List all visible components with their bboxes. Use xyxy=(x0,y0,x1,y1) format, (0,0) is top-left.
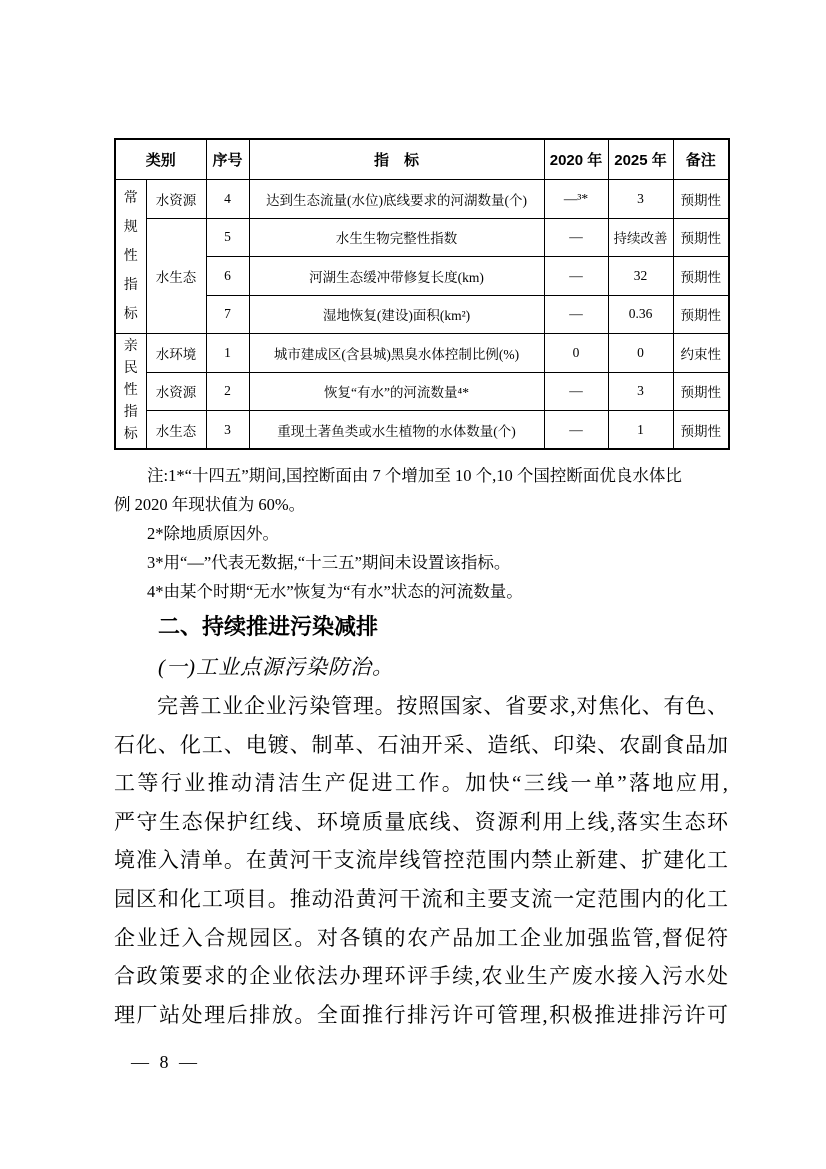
cell-year2025: 0.36 xyxy=(608,295,673,334)
cell-serial: 2 xyxy=(206,372,249,411)
body-paragraph xyxy=(114,687,728,1034)
indicator-table xyxy=(114,138,730,450)
cell-indicator: 城市建成区(含县城)黑臭水体控制比例(%) xyxy=(249,334,544,373)
cell-category: 水资源 xyxy=(146,372,206,411)
section-subheading: (一)工业点源污染防治。 xyxy=(158,655,394,679)
table-row xyxy=(115,257,729,296)
table-row xyxy=(115,180,729,219)
cell-remark: 预期性 xyxy=(673,180,729,219)
cell-serial: 5 xyxy=(206,218,249,257)
cell-year2025: 32 xyxy=(608,257,673,296)
cell-serial: 4 xyxy=(206,180,249,219)
paragraph-line: 石化、化工、电镀、制革、石油开采、造纸、印染、农副食品加 xyxy=(114,732,728,757)
cell-serial: 6 xyxy=(206,257,249,296)
cell-remark: 预期性 xyxy=(673,295,729,334)
cell-indicator: 重现土著鱼类或水生植物的水体数量(个) xyxy=(249,411,544,450)
header-serial: 序号 xyxy=(206,139,249,180)
footnote-line: 例 2020 年现状值为 60%。 xyxy=(114,495,306,514)
paragraph-line: 严守生态保护红线、环境质量底线、资源利用上线,落实生态环 xyxy=(114,809,728,834)
cell-year2020: — xyxy=(544,372,608,411)
table-header-row xyxy=(115,139,729,180)
table-row xyxy=(115,218,729,257)
cell-remark: 预期性 xyxy=(673,411,729,450)
table-footnotes xyxy=(114,461,730,606)
cell-remark: 预期性 xyxy=(673,257,729,296)
cell-remark: 预期性 xyxy=(673,218,729,257)
paragraph-line: 理厂站处理后排放。全面推行排污许可管理,积极推进排污许可 xyxy=(114,1002,728,1027)
table-row xyxy=(115,372,729,411)
cell-indicator: 河湖生态缓冲带修复长度(km) xyxy=(249,257,544,296)
cell-remark: 约束性 xyxy=(673,334,729,373)
cell-year2020: 0 xyxy=(544,334,608,373)
paragraph-line: 完善工业企业污染管理。按照国家、省要求,对焦化、有色、 xyxy=(157,694,728,718)
footnote-line: 2*除地质原因外。 xyxy=(147,524,279,543)
cell-remark: 预期性 xyxy=(673,372,729,411)
indicator-table-block xyxy=(114,138,730,450)
table-row xyxy=(115,411,729,450)
group-label: 常规性指标 xyxy=(123,191,138,322)
header-year2025: 2025 年 xyxy=(608,139,673,180)
cell-group xyxy=(115,334,146,450)
cell-category: 水生态 xyxy=(146,411,206,450)
header-indicator: 指 标 xyxy=(249,139,544,180)
table-row xyxy=(115,295,729,334)
footnote-line: 4*由某个时期“无水”恢复为“有水”状态的河流数量。 xyxy=(147,582,523,601)
page-number: — 8 — xyxy=(131,1052,200,1072)
cell-serial: 3 xyxy=(206,411,249,450)
cell-indicator: 达到生态流量(水位)底线要求的河湖数量(个) xyxy=(249,180,544,219)
cell-year2020: — xyxy=(544,295,608,334)
header-year2020: 2020 年 xyxy=(544,139,608,180)
cell-indicator: 恢复“有水”的河流数量⁴* xyxy=(249,372,544,411)
cell-category: 水环境 xyxy=(146,334,206,373)
cell-group xyxy=(115,180,146,334)
cell-indicator: 水生生物完整性指数 xyxy=(249,218,544,257)
group-label: 亲民性指标 xyxy=(123,339,138,442)
cell-year2020: —³* xyxy=(544,180,608,219)
cell-indicator: 湿地恢复(建设)面积(km²) xyxy=(249,295,544,334)
cell-year2025: 1 xyxy=(608,411,673,450)
paragraph-line: 园区和化工项目。推动沿黄河干流和主要支流一定范围内的化工 xyxy=(114,886,728,911)
cell-serial: 7 xyxy=(206,295,249,334)
paragraph-line: 境准入清单。在黄河干支流岸线管控范围内禁止新建、扩建化工 xyxy=(114,848,728,873)
cell-year2025: 3 xyxy=(608,180,673,219)
table-row xyxy=(115,334,729,373)
cell-year2020: — xyxy=(544,257,608,296)
section-heading: 二、持续推进污染减排 xyxy=(158,614,379,639)
cell-year2025: 3 xyxy=(608,372,673,411)
header-remark: 备注 xyxy=(673,139,729,180)
paragraph-line: 合政策要求的企业依法办理环评手续,农业生产废水接入污水处 xyxy=(114,964,728,989)
cell-year2020: — xyxy=(544,411,608,450)
paragraph-line: 企业迁入合规园区。对各镇的农产品加工企业加强监管,督促符 xyxy=(114,925,728,950)
paragraph-line: 工等行业推动清洁生产促进工作。加快“三线一单”落地应用, xyxy=(114,771,728,796)
cell-year2025: 0 xyxy=(608,334,673,373)
footnote-line: 3*用“—”代表无数据,“十三五”期间未设置该指标。 xyxy=(147,553,511,572)
cell-serial: 1 xyxy=(206,334,249,373)
cell-year2025: 持续改善 xyxy=(608,218,673,257)
footnote-line: 注:1*“十四五”期间,国控断面由 7 个增加至 10 个,10 个国控断面优良水体比 xyxy=(147,466,682,485)
cell-category: 水生态 xyxy=(146,218,206,334)
cell-year2020: — xyxy=(544,218,608,257)
header-category: 类别 xyxy=(115,139,206,180)
cell-category: 水资源 xyxy=(146,180,206,219)
